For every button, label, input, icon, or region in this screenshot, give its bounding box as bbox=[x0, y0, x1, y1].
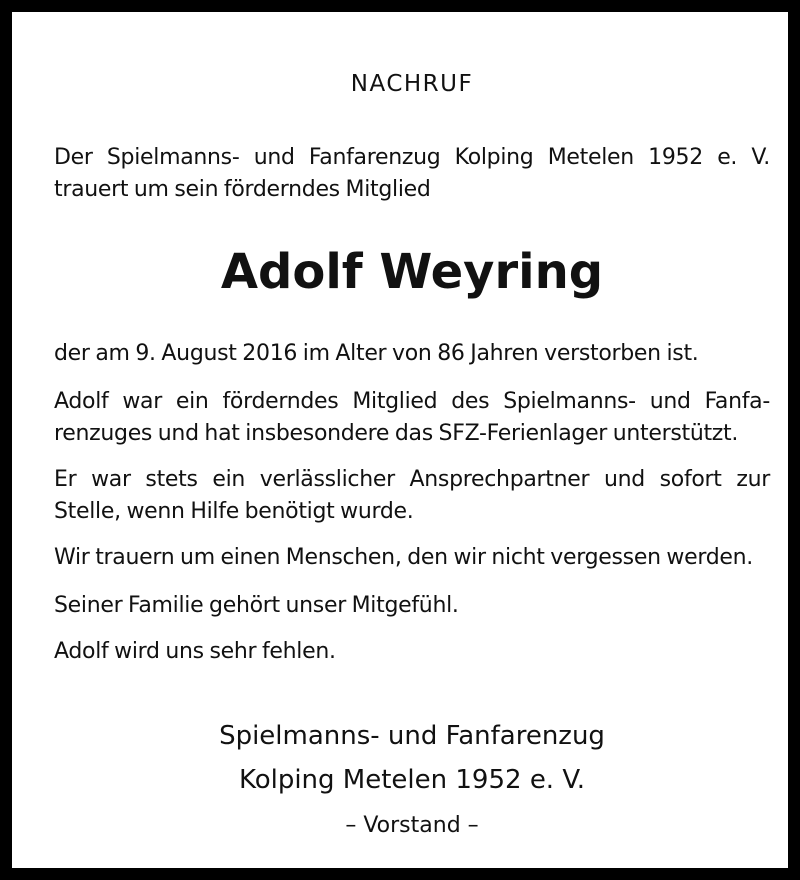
intro-text bbox=[54, 142, 770, 206]
paragraph-character-line-2: Stelle, wenn Hilfe benötigt wurde. bbox=[54, 499, 414, 524]
paragraph-death-date: der am 9. August 2016 im Alter von 86 Jahren verstorben ist. bbox=[54, 341, 699, 366]
paragraph-membership-line-1: Adolf war ein förderndes Mitglied des Spielmanns- und Fanfa- bbox=[54, 389, 770, 414]
signature-board: – Vorstand – bbox=[345, 813, 479, 838]
intro-line-2: trauert um sein förderndes Mitglied bbox=[54, 177, 431, 202]
paragraph-character-line-1: Er war stets ein verlässlicher Ansprechpartner und sofort zur bbox=[54, 467, 770, 492]
signature-organization-name: Kolping Metelen 1952 e. V. bbox=[238, 765, 586, 795]
paragraph-missed: Adolf wird uns sehr fehlen. bbox=[54, 639, 336, 664]
deceased-name: Adolf Weyring bbox=[220, 244, 604, 300]
intro-line-1: Der Spielmanns- und Fanfarenzug Kolping Metelen 1952 e. V. bbox=[54, 145, 770, 170]
paragraph-membership bbox=[54, 386, 770, 450]
paragraph-membership-line-2: renzuges und hat insbesondere das SFZ-Ferienlager unterstützt. bbox=[54, 421, 739, 446]
paragraph-family: Seiner Familie gehört unser Mitgefühl. bbox=[54, 593, 459, 618]
paragraph-character bbox=[54, 464, 770, 528]
paragraph-mourning: Wir trauern um einen Menschen, den wir nicht vergessen werden. bbox=[54, 545, 753, 570]
signature-organization: Spielmanns- und Fanfarenzug bbox=[219, 721, 605, 751]
notice-heading: NACHRUF bbox=[350, 71, 474, 97]
